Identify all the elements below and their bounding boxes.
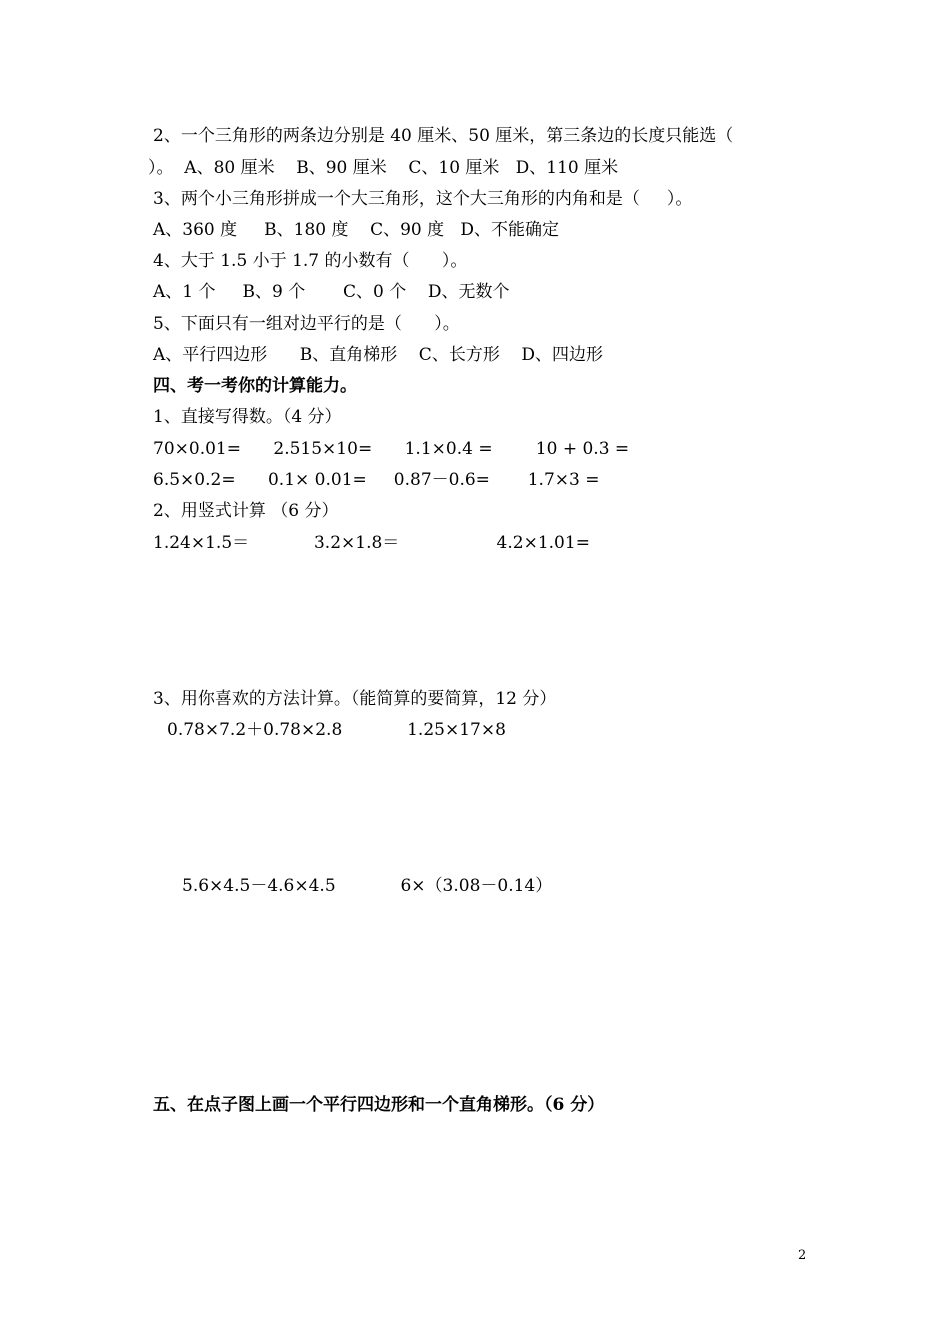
question-2-line-1: 2、一个三角形的两条边分别是 40 厘米、50 厘米，第三条边的长度只能选（ [153, 126, 734, 146]
section-4-part-2-title: 2、用竖式计算 （6 分） [153, 501, 339, 521]
section-4-part-1-row-2: 6.5×0.2= 0.1× 0.01= 0.87－0.6= 1.7×3 = [153, 470, 600, 490]
question-2-line-2: ）。 A、80 厘米 B、90 厘米 C、10 厘米 D、110 厘米 [148, 158, 619, 178]
section-4-part-1-title: 1、直接写得数。（4 分） [153, 407, 342, 427]
section-4-heading: 四、考一考你的计算能力。 [153, 376, 357, 396]
section-4-part-1-row-1: 70×0.01= 2.515×10= 1.1×0.4 = 10 + 0.3 = [153, 439, 630, 459]
section-4-part-3-title: 3、用你喜欢的方法计算。（能简算的要简算，12 分） [153, 689, 557, 709]
question-5-options: A、平行四边形 B、直角梯形 C、长方形 D、四边形 [153, 345, 604, 365]
question-3-stem: 3、两个小三角形拼成一个大三角形，这个大三角形的内角和是（ ）。 [153, 189, 693, 209]
section-4-part-3-row-1: 0.78×7.2＋0.78×2.8 1.25×17×8 [167, 720, 506, 740]
section-4-part-2-row: 1.24×1.5＝ 3.2×1.8＝ 4.2×1.01= [153, 533, 590, 553]
question-3-options: A、360 度 B、180 度 C、90 度 D、不能确定 [153, 220, 559, 240]
question-4-options: A、1 个 B、9 个 C、0 个 D、无数个 [153, 282, 510, 302]
question-5-stem: 5、下面只有一组对边平行的是（ ）。 [153, 314, 460, 334]
section-4-part-3-row-2: 5.6×4.5－4.6×4.5 6×（3.08－0.14） [182, 876, 553, 896]
page-number: 2 [798, 1248, 807, 1263]
section-5-heading: 五、在点子图上画一个平行四边形和一个直角梯形。（6 分） [153, 1095, 605, 1115]
question-4-stem: 4、大于 1.5 小于 1.7 的小数有（ ）。 [153, 251, 468, 271]
